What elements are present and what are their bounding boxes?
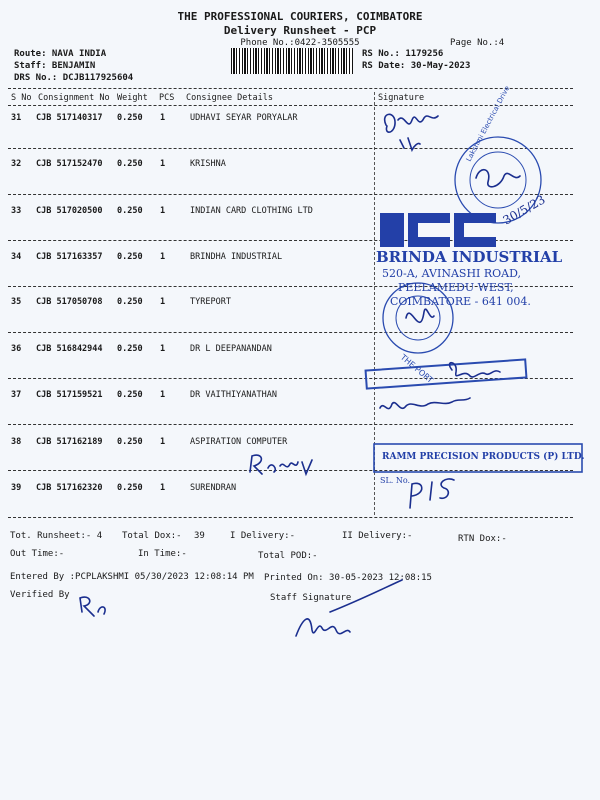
- signature-row-39: [410, 479, 454, 508]
- phone-number: Phone No.:0422-3505555: [240, 38, 360, 48]
- ii-delivery: II Delivery:-: [342, 531, 413, 541]
- row-weight: 0.250: [117, 206, 143, 216]
- row-consignment: CJB 516842944: [36, 344, 103, 354]
- rs-date: RS Date: 30-May-2023: [362, 61, 471, 71]
- row-pcs: 1: [160, 159, 166, 169]
- row-consignee: SURENDRAN: [190, 483, 237, 493]
- row-weight: 0.250: [117, 483, 143, 493]
- row-weight: 0.250: [117, 390, 143, 400]
- col-pcs: PCS: [159, 93, 175, 103]
- brinda-stamp-addr2: PEELAMEDU WEST,: [398, 281, 514, 294]
- row-pcs: 1: [160, 390, 166, 400]
- i-delivery: I Delivery:-: [230, 531, 296, 541]
- tot-runsheet: Tot. Runsheet:- 4: [10, 531, 103, 541]
- col-signature: Signature: [378, 93, 425, 103]
- col-weight: Weight: [117, 93, 148, 103]
- page-number: Page No.:4: [450, 38, 505, 48]
- verified-signature: [80, 597, 105, 616]
- row-weight: 0.250: [117, 252, 143, 262]
- row-consignment: CJB 517140317: [36, 113, 103, 123]
- row-consignee: BRINDHA INDUSTRIAL: [190, 252, 283, 262]
- row-consignment: CJB 517162320: [36, 483, 103, 493]
- rtn-dox: RTN Dox:-: [458, 534, 507, 544]
- in-time: In Time:-: [138, 549, 187, 559]
- tyreport-seal-text: THE PORT: [398, 352, 435, 385]
- ramm-stamp-slno: SL. No.: [380, 476, 411, 485]
- row-sno: 32: [11, 159, 22, 169]
- row-pcs: 1: [160, 206, 166, 216]
- row-weight: 0.250: [117, 159, 143, 169]
- company-title: THE PROFESSIONAL COURIERS, COIMBATORE: [177, 10, 423, 23]
- row-consignee: DR VAITHIYANATHAN: [190, 390, 277, 400]
- row-pcs: 1: [160, 252, 166, 262]
- verified-by: Verified By: [10, 590, 70, 600]
- ramm-stamp-name: RAMM PRECISION PRODUCTS (P) LTD.: [382, 452, 585, 462]
- row-consignee: UDHAVI SEYAR PORYALAR: [190, 113, 298, 123]
- out-time: Out Time:-: [10, 549, 65, 559]
- entered-by: Entered By :PCPLAKSHMI 05/30/2023 12:08:14 PM: [10, 572, 254, 582]
- row-sno: 31: [11, 113, 22, 123]
- staff-signature: [296, 580, 402, 636]
- col-consignee: Consignee Details: [186, 93, 273, 103]
- row-consignment: CJB 517159521: [36, 390, 103, 400]
- stamp-box-row-36: [366, 359, 527, 388]
- total-pod: Total POD:-: [258, 551, 318, 561]
- brinda-stamp-name: BRINDA INDUSTRIAL: [376, 248, 563, 266]
- row-weight: 0.250: [117, 344, 143, 354]
- staff-label: Staff: BENJAMIN: [14, 61, 96, 71]
- lakshmi-seal-text: Lakshmi Electrical Drive: [464, 84, 512, 163]
- row-consignment: CJB 517162189: [36, 437, 103, 447]
- row-consignee: DR L DEEPANANDAN: [190, 344, 272, 354]
- row-consignment: CJB 517163357: [36, 252, 103, 262]
- row-consignment: CJB 517020500: [36, 206, 103, 216]
- row-sno: 38: [11, 437, 22, 447]
- row-pcs: 1: [160, 113, 166, 123]
- total-dox-label: Total Dox:-: [122, 531, 182, 541]
- row-pcs: 1: [160, 297, 166, 307]
- signature-row-38: [250, 455, 312, 474]
- col-consignment: Consignment No: [38, 93, 110, 103]
- row-sno: 35: [11, 297, 22, 307]
- date-handwritten: 30/5/23: [500, 192, 548, 228]
- row-sno: 36: [11, 344, 22, 354]
- row-weight: 0.250: [117, 113, 143, 123]
- signature-row-37: [380, 398, 470, 409]
- staff-signature-label: Staff Signature: [270, 593, 352, 603]
- signature-row-31: [385, 114, 438, 150]
- row-consignee: KRISHNA: [190, 159, 226, 169]
- row-sno: 33: [11, 206, 22, 216]
- row-weight: 0.250: [117, 297, 143, 307]
- drs-number: DRS No.: DCJB117925604: [14, 73, 134, 83]
- row-pcs: 1: [160, 483, 166, 493]
- col-sno: S No: [11, 93, 32, 103]
- row-consignment: CJB 517152470: [36, 159, 103, 169]
- icc-logo-icon: [380, 213, 496, 247]
- row-sno: 39: [11, 483, 22, 493]
- total-dox-value: 39: [194, 531, 205, 541]
- row-pcs: 1: [160, 437, 166, 447]
- printed-on: Printed On: 30-05-2023 12:08:15: [264, 573, 432, 583]
- brinda-stamp-addr1: 520-A, AVINASHI ROAD,: [382, 267, 522, 280]
- row-sno: 34: [11, 252, 22, 262]
- row-weight: 0.250: [117, 437, 143, 447]
- rs-number: RS No.: 1179256: [362, 49, 444, 59]
- route-label: Route: NAVA INDIA: [14, 49, 107, 59]
- row-pcs: 1: [160, 344, 166, 354]
- document-title: Delivery Runsheet - PCP: [223, 24, 377, 37]
- row-consignee: INDIAN CARD CLOTHING LTD: [190, 206, 313, 216]
- row-consignee: ASPIRATION COMPUTER: [190, 437, 288, 447]
- brinda-stamp-addr3: COIMBATORE - 641 004.: [390, 295, 531, 308]
- row-consignment: CJB 517050708: [36, 297, 103, 307]
- row-sno: 37: [11, 390, 22, 400]
- row-consignee: TYREPORT: [190, 297, 231, 307]
